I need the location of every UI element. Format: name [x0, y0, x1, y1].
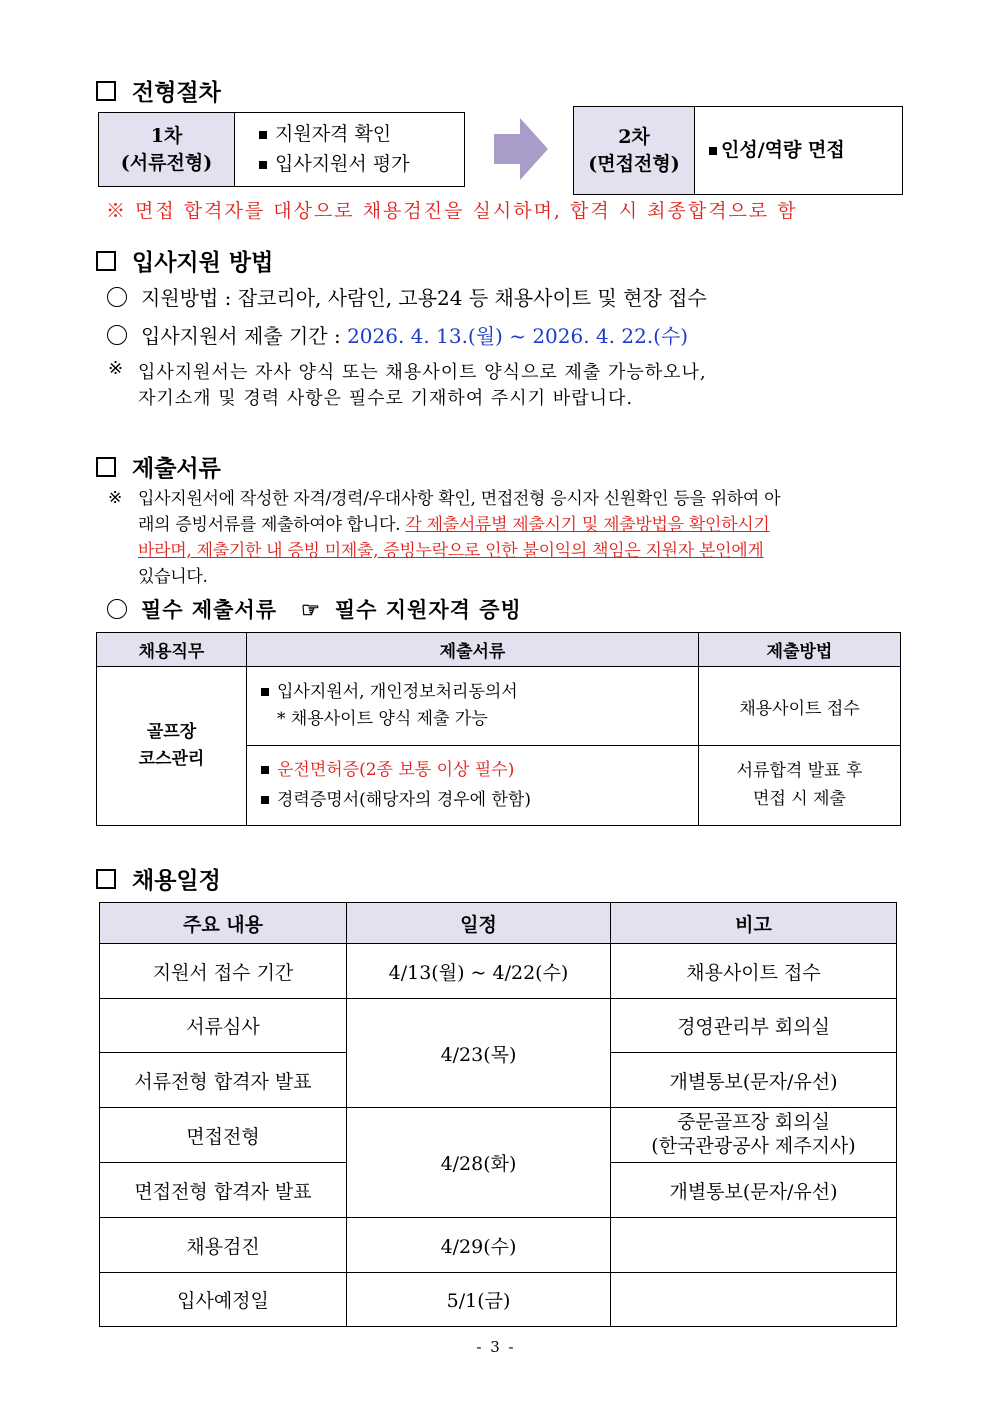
checkbox-square-icon [96, 869, 116, 889]
bullet-square-icon [709, 147, 717, 155]
stage2-items [695, 107, 845, 194]
table-row: 지원서 접수 기간 4/13(월) ~ 4/22(수) 채용사이트 접수 [100, 944, 897, 999]
table-row: 서류전형 합격자 발표 개별통보(문자/유선) [100, 1053, 897, 1108]
list-item: 입사지원서 평가 [259, 150, 410, 179]
job-cell: 골프장 코스관리 [97, 667, 247, 826]
table-header-row: 주요 내용 일정 비고 [100, 903, 897, 944]
docs-note: 입사지원서에 작성한 자격/경력/우대사항 확인, 면접전형 응시자 신원확인 등을 위하여 아 래의 증빙서류를 제출하여야 합니다. 각 제출서류별 제출시기 및 제출방법을 확인하시기 바라며, 제출기한 내 증빙 미제출, 증빙누락으로 인한 불이익의 책임은 지원자 본인에게 있습니다. [138, 489, 781, 587]
bullet-square-icon [261, 796, 269, 804]
section-schedule-title [96, 862, 221, 895]
section-title-text: 입사지원 방법 [132, 249, 274, 276]
apply-method: 지원방법 : 잡코리아, 사람인, 고용24 등 채용사이트 및 현장 접수 [107, 282, 707, 311]
table-header-row: 채용직무 제출서류 제출방법 [97, 633, 901, 667]
process-note: ※ 면접 합격자를 대상으로 채용검진을 실시하며, 합격 시 최종합격으로 함 [106, 200, 798, 222]
bullet-square-icon [259, 161, 267, 169]
schedule-table [99, 902, 897, 1327]
apply-note-line2: 자기소개 및 경력 사항은 필수로 기재하여 주시기 바랍니다. [138, 388, 634, 409]
docs-cell: 운전면허증(2종 보통 이상 필수) 경력증명서(해당자의 경우에 한함) [247, 746, 699, 826]
checkbox-square-icon [96, 81, 116, 101]
method-cell: 채용사이트 접수 [699, 667, 901, 746]
apply-period-value: 2026. 4. 13.(월) ~ 2026. 4. 22.(수) [347, 324, 689, 348]
apply-note-mark: ※ [108, 358, 125, 379]
table-row: 채용검진 4/29(수) [100, 1218, 897, 1273]
apply-note-line1: 입사지원서는 자사 양식 또는 채용사이트 양식으로 제출 가능하오나, [138, 362, 707, 383]
docs-required: 필수 제출서류 ☞ 필수 지원자격 증빙 [107, 594, 522, 624]
checkbox-square-icon [96, 457, 116, 477]
arrow-right-icon [494, 118, 550, 180]
stage2-box [573, 106, 903, 195]
method-cell: 서류합격 발표 후 면접 시 제출 [699, 746, 901, 826]
table-row: 입사예정일 5/1(금) [100, 1273, 897, 1327]
docs-note-mark: ※ [108, 488, 123, 508]
table-row [97, 667, 901, 746]
stage1-label: 1차 (서류전형) [99, 113, 235, 186]
section-title-text: 채용일정 [132, 867, 221, 894]
page-number: - 3 - [476, 1338, 516, 1356]
table-row: 면접전형 4/28(화) 중문골프장 회의실 (한국관광공사 제주지사) [100, 1108, 897, 1163]
docs-table [96, 632, 901, 826]
apply-period: 입사지원서 제출 기간 : 2026. 4. 13.(월) ~ 2026. 4. 22.(수) [107, 320, 688, 349]
list-item: 지원자격 확인 [259, 120, 410, 149]
section-process-title [96, 74, 221, 107]
pointing-hand-icon: ☞ [301, 596, 321, 622]
section-title-text: 전형절차 [132, 79, 221, 106]
bullet-square-icon [261, 766, 269, 774]
circle-bullet-icon [107, 325, 127, 345]
checkbox-square-icon [96, 251, 116, 271]
table-row: 서류심사 4/23(목) 경영관리부 회의실 [100, 999, 897, 1053]
stage1-items [235, 113, 410, 186]
circle-bullet-icon [107, 599, 127, 619]
bullet-square-icon [261, 688, 269, 696]
stage1-box [98, 112, 465, 187]
section-title-text: 제출서류 [132, 455, 221, 482]
docs-cell: 입사지원서, 개인정보처리동의서 * 채용사이트 양식 제출 가능 [247, 667, 699, 746]
section-apply-title [96, 244, 273, 277]
stage2-label: 2차 (면접전형) [574, 107, 695, 194]
circle-bullet-icon [107, 287, 127, 307]
section-docs-title [96, 450, 221, 483]
table-row: 면접전형 합격자 발표 개별통보(문자/유선) [100, 1163, 897, 1218]
bullet-square-icon [259, 131, 267, 139]
list-item: 인성/역량 면접 [709, 136, 845, 165]
